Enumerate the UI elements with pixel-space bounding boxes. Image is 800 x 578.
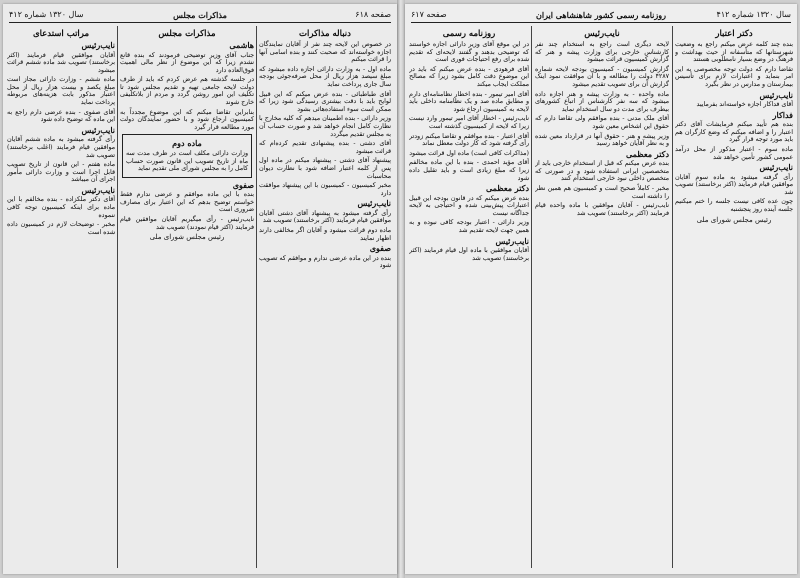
paragraph: تقاضا دارم که دولت توجه مخصوصی به این امر بنماید و اعتبارات لازم برای تأسیس بیمارستان و مدارس در نظر بگیرد (675, 65, 793, 88)
speaker-name: نایب‌رئیس (495, 235, 529, 246)
issue-number: سال ۱۳۲۰ شماره ۴۱۲ (716, 10, 791, 19)
paragraph: آقای ملک مدنی - بنده موافقم ولی تقاضا دارم که حقوق این اشخاص معین شود (535, 115, 669, 130)
paragraph: آقایان موافقین قیام فرمایند (اکثر برخاستند) تصویب شد ماده ششم قرائت میشود (7, 51, 115, 74)
page-number: صفحه ۶۱۷ (411, 10, 447, 19)
speaker-name: دکتر معظمی (486, 183, 529, 194)
paragraph: در خصوص این لایحه چند نفر از آقایان نمایندگان اجازه خواسته‌اند که صحبت کنند و بنده اسامی آنها را قرائت میکنم (259, 41, 391, 64)
paragraph: وزیر پیشه و هنر - حقوق آنها در قرارداد معین شده و به نظر آقایان خواهد رسید (535, 132, 669, 148)
paragraph: بنده با این ماده موافقم و عرضی ندارم فقط خواستم توضیح بدهم که این اعتبار برای مصارف ضروری است (120, 191, 254, 214)
text-column (409, 26, 529, 570)
paragraph: بنده عرض میکنم که در قانون بودجه این قبیل اعتبارات پیش‌بینی شده و احتیاجی به لایحه جداگانه نیست (409, 194, 529, 217)
paragraph: چون عده کافی نیست جلسه را ختم میکنیم جلسه آینده روز پنجشنبه (675, 198, 793, 213)
left-page-header (9, 8, 391, 23)
right-page (405, 4, 797, 574)
column-divider (117, 26, 118, 568)
text-column (675, 26, 793, 570)
left-page (3, 4, 397, 574)
text-column (7, 26, 115, 570)
text-column (259, 26, 391, 570)
page-gutter (397, 0, 405, 578)
paragraph: آقای اعتبار - بنده موافقم و تقاضا میکنم زودتر رأی گرفته شود که کار دولت معطل نماند (409, 132, 529, 148)
signature-line: رئیس مجلس شورای ملی (696, 215, 772, 224)
paragraph: لایحه دیگری است راجع به استخدام چند نفر کارشناس خارجی برای وزارت پیشه و هنر که گزارش کمیسیون قرائت میشود (535, 41, 669, 64)
paragraph: بنده هم تأیید میکنم فرمایشات آقای دکتر اعتبار را و اضافه میکنم که وضع کارگران هم باید مورد توجه قرار گیرد (675, 121, 793, 144)
speaker-name: دکتر معظمی (626, 148, 669, 159)
paragraph: بنابراین تقاضا میکنم که این موضوع مجدداً به کمیسیون ارجاع شود و با حضور نمایندگان دولت مورد مطالعه قرار گیرد (120, 108, 254, 131)
paragraph: وزیر دارائی - بنده اطمینان میدهم که کلیه مخارج با نظارت کامل انجام خواهد شد و صورت حساب آن به مجلس تقدیم میگردد (259, 115, 391, 138)
box-heading: ماده دوم (172, 138, 202, 149)
paragraph: وزیر دارائی - اعتبار بودجه کافی نبوده و به همین جهت لایحه تقدیم شد (409, 219, 529, 234)
paragraph: رأی گرفته میشود به پیشنهاد آقای دشتی آقایان موافقین قیام فرمایند (اکثر برخاستند) تصویب شد (259, 209, 391, 225)
paragraph: ماده سوم - اعتبار مذکور از محل درآمد عمومی کشور تأمین خواهد شد (675, 145, 793, 161)
paragraph: بنده در این ماده عرضی ندارم و موافقم که تصویب شود (259, 254, 391, 270)
page-number: صفحه ۶۱۸ (355, 10, 391, 19)
header-title: روزنامه رسمی کشور شاهنشاهی ایران (536, 10, 666, 20)
boxed-article (122, 134, 252, 177)
paragraph: آقای امیر تیمور - بنده اخطار نظامنامه‌ای دارم و مطابق ماده صد و یک نظامنامه داخلی باید لایحه به کمیسیون ارجاع شود (409, 90, 529, 113)
paragraph: در این موقع آقای وزیر دارائی اجازه خواستند که توضیحی بدهند و گفتند لایحه‌ای که تقدیم شده برای رفع احتیاجات فوری است (409, 41, 529, 64)
signature-line: رئیس مجلس شورای ملی (149, 233, 225, 242)
paragraph: ماده هفتم - این قانون از تاریخ تصویب قابل اجرا است و وزارت دارائی مأمور اجرای آن میباشد (7, 161, 115, 184)
speaker-name: فداکار (772, 109, 793, 120)
speaker-name: صفوی (369, 243, 391, 254)
text-column (120, 26, 254, 570)
paragraph: آقای فرهودی - بنده عرض میکنم که باید در این موضوع دقت کامل بشود زیرا که مصالح مملکت ایجاب میکند (409, 65, 529, 88)
section-heading: مراتب استدعای (32, 29, 90, 39)
speaker-name: نایب‌رئیس (759, 89, 793, 100)
speaker-name: نایب‌رئیس (759, 162, 793, 173)
paragraph: ماده واحده - به وزارت پیشه و هنر اجازه داده میشود که سه نفر کارشناس از اتباع کشورهای بیطرف برای مدت دو سال استخدام نماید (535, 90, 669, 113)
paragraph: رأی گرفته میشود به ماده سوم آقایان موافقین قیام فرمایند (اکثر برخاستند) تصویب شد (675, 173, 793, 196)
section-heading: روزنامه رسمی (442, 29, 496, 39)
section-heading: دنباله مذاکرات (299, 29, 351, 39)
paragraph: پیشنهاد آقای دشتی - پیشنهاد میکنم در ماده اول پس از کلمه اعتبار اضافه شود با نظارت دیوان محاسبات (259, 157, 391, 180)
paragraph: گزارش کمیسیون - کمیسیون بودجه لایحه شماره ۴۲۸۷ دولت را مطالعه و با آن موافقت نمود اینک گزارش آن برای تصویب تقدیم میشود (535, 65, 669, 88)
text-column (535, 26, 669, 570)
header-title: مذاکرات مجلس (173, 10, 227, 20)
paragraph: در جلسه گذشته هم عرض کردم که باید از طرف دولت لایحه جامعی تهیه و تقدیم مجلس شود تا تکلیف این امور روشن گردد و مردم از بلاتکلیفی خارج شوند (120, 76, 254, 107)
paragraph: وزارت دارائی مکلف است در ظرف مدت سه ماه از تاریخ تصویب این قانون صورت حساب کامل را به مجلس شورای ملی تقدیم نماید (126, 149, 248, 173)
paragraph: جناب آقای وزیر توضیحی فرمودند که بنده قانع نشدم زیرا که این موضوع از نظر مالی اهمیت فوق‌العاده دارد (120, 51, 254, 74)
section-heading: مذاکرات مجلس (158, 29, 216, 39)
paragraph: نایب‌رئیس - رأی میگیریم آقایان موافقین قیام فرمایند (اکثر قیام نمودند) تصویب شد (120, 216, 254, 231)
paragraph: آقایان موافقین با ماده اول قیام فرمایند (اکثر برخاستند) تصویب شد (409, 247, 529, 262)
paragraph: بنده چند کلمه عرض میکنم راجع به وضعیت شهرستانها که متأسفانه از حیث بهداشت و فرهنگ در وضع بسیار نامطلوبی هستند (675, 41, 793, 64)
paragraph: آقای صفوی - بنده عرضی دارم راجع به این ماده که توضیح داده شود (7, 108, 115, 124)
paragraph: مخبر کمیسیون - کمیسیون با این پیشنهاد موافقت دارد (259, 182, 391, 197)
paragraph: نایب‌رئیس - اخطار آقای امیر تیمور وارد نیست زیرا که لایحه از کمیسیون گذشته است (409, 115, 529, 130)
paragraph: ماده اول - به وزارت دارائی اجازه داده میشود که مبلغ سیصد هزار ریال از محل صرفه‌جوئی بودجه سال جاری پرداخت نماید (259, 65, 391, 88)
section-heading: دکتر اعتبار (715, 29, 753, 39)
speaker-name: صفوی (232, 179, 254, 190)
section-heading: نایب‌رئیس (584, 29, 620, 39)
paragraph: (مذاکرات کافی است) ماده اول قرائت میشود (409, 149, 529, 157)
paragraph: آقای طباطبائی - بنده عرض میکنم که این قبیل لوایح باید با دقت بیشتری رسیدگی شود زیرا که ممکن است سوء استفاده‌هائی بشود (259, 90, 391, 113)
paragraph: آقای فداکار اجازه خواسته‌اند بفرمایید (696, 101, 793, 109)
speaker-name: نایب‌رئیس (357, 198, 391, 209)
issue-number: سال ۱۳۲۰ شماره ۴۱۲ (9, 10, 84, 19)
paragraph: ماده دوم قرائت میشود و آقایان اگر مخالفی دارند اظهار نمایند (259, 226, 391, 242)
paragraph: ماده ششم - وزارت دارائی مجاز است مبلغ یکصد و بیست هزار ریال از محل اعتبار مذکور بابت هزینه‌های مربوطه پرداخت نماید (7, 76, 115, 107)
paragraph: مخبر - توضیحات لازم در کمیسیون داده شده است (7, 221, 115, 236)
speaker-name: هاشمی (229, 40, 254, 50)
column-divider (531, 26, 532, 568)
paragraph: رأی گرفته میشود به ماده ششم آقایان موافقین قیام فرمایند (اغلب برخاستند) تصویب شد (7, 136, 115, 159)
paragraph: بنده عرض میکنم که قبل از استخدام خارجی باید از متخصصین ایرانی استفاده شود و در صورتی که متخصص داخلی نبود خارجی استخدام کنند (535, 160, 669, 183)
paragraph: مخبر - کاملاً صحیح است و کمیسیون هم همین نظر را داشته است (535, 185, 669, 200)
speaker-name: نایب‌رئیس (81, 124, 115, 135)
column-divider (256, 26, 257, 568)
speaker-name: نایب‌رئیس (81, 40, 115, 50)
paragraph: آقای دکتر ملکزاده - بنده مخالفم با این ماده برای اینکه کمیسیون توجه کافی ننموده (7, 196, 115, 219)
paragraph: آقای دشتی - بنده پیشنهادی تقدیم کرده‌ام که قرائت میشود (259, 140, 391, 155)
column-divider (672, 26, 673, 568)
paragraph: آقای مؤید احمدی - بنده با این ماده مخالفم زیرا که مبلغ زیادی است و باید تقلیل داده شود (409, 159, 529, 182)
speaker-name: نایب‌رئیس (81, 184, 115, 195)
paragraph: نایب‌رئیس - آقایان موافقین با ماده واحده قیام فرمایند (اکثر برخاستند) تصویب شد (535, 202, 669, 217)
right-page-header (411, 8, 791, 23)
